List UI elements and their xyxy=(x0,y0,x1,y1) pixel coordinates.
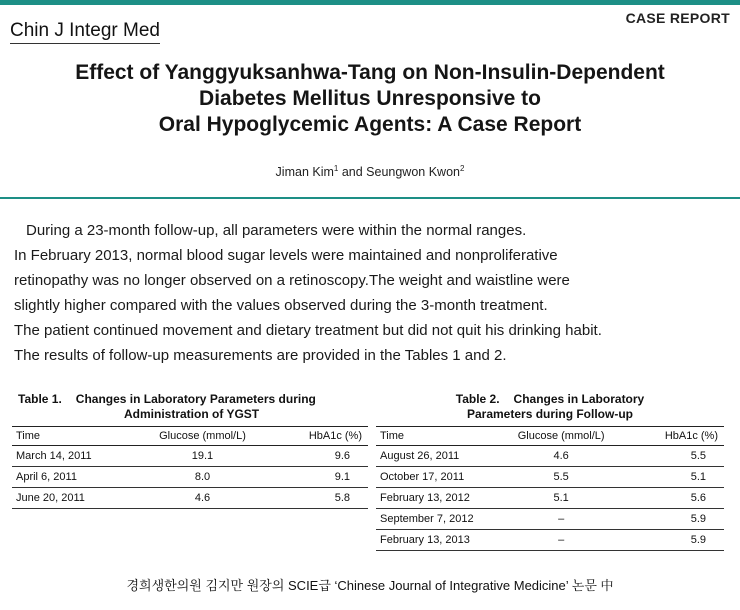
table-row xyxy=(12,467,368,488)
cell-hba1c: 5.5 xyxy=(621,446,724,467)
article-title xyxy=(20,60,720,138)
section-label: CASE REPORT xyxy=(625,10,730,26)
table-row xyxy=(376,530,724,551)
cell-hba1c: 5.9 xyxy=(621,509,724,530)
table-1-title-line: Administration of YGST xyxy=(124,407,260,421)
table-row xyxy=(376,446,724,467)
cell-hba1c: 5.1 xyxy=(621,467,724,488)
cell-time: October 17, 2011 xyxy=(376,467,501,488)
cell-time: June 20, 2011 xyxy=(12,488,136,509)
journal-name: Chin J Integr Med xyxy=(10,20,160,44)
table-row xyxy=(12,488,368,509)
table-2-caption: Table 2. xyxy=(455,392,500,406)
cell-hba1c: 9.1 xyxy=(269,467,368,488)
table-row xyxy=(376,467,724,488)
body-line: retinopathy was no longer observed on a retinoscopy.The weight and waistline were xyxy=(14,272,570,289)
table-header-row xyxy=(12,427,368,446)
table-header-row xyxy=(376,427,724,446)
table-1-grid xyxy=(12,426,368,509)
table-2-grid xyxy=(376,426,724,551)
table-2-title-line: Parameters during Follow-up xyxy=(466,407,634,421)
column-header-hba1c: HbA1c (%) xyxy=(664,430,718,442)
cell-hba1c: 9.6 xyxy=(269,446,368,467)
table-1-title xyxy=(12,392,368,426)
title-line: Diabetes Mellitus Unresponsive to xyxy=(199,87,541,110)
cell-time: August 26, 2011 xyxy=(376,446,501,467)
cell-hba1c: 5.6 xyxy=(621,488,724,509)
cell-glucose: 5.1 xyxy=(501,488,621,509)
table-1 xyxy=(12,392,368,509)
cell-time: February 13, 2013 xyxy=(376,530,501,551)
cell-glucose: 4.6 xyxy=(501,446,621,467)
body-line: slightly higher compared with the values observed during the 3-month treatment. xyxy=(14,297,548,314)
footer-caption: 경희생한의원 김지만 원장의 SCIE급 ‘Chinese Journal of Integrative Medicine’ 논문 中 xyxy=(126,578,614,593)
title-line: Oral Hypoglycemic Agents: A Case Report xyxy=(158,113,582,136)
cell-time: April 6, 2011 xyxy=(12,467,136,488)
author-name: Seungwon Kwon xyxy=(366,165,460,180)
author-affiliation: 2 xyxy=(459,164,465,173)
table-row xyxy=(376,488,724,509)
table-1-caption: Table 1. xyxy=(18,392,62,406)
author-conjunction: and xyxy=(338,165,367,180)
cell-hba1c: 5.8 xyxy=(269,488,368,509)
body-line: During a 23-month follow-up, all parameters were within the normal ranges. xyxy=(26,222,527,239)
cell-glucose: – xyxy=(501,530,621,551)
cell-hba1c: 5.9 xyxy=(621,530,724,551)
cell-time: September 7, 2012 xyxy=(376,509,501,530)
author-affiliation: 1 xyxy=(333,164,339,173)
cell-glucose: 8.0 xyxy=(136,467,270,488)
cell-time: February 13, 2012 xyxy=(376,488,501,509)
table-2-title xyxy=(376,392,724,426)
cell-glucose: 4.6 xyxy=(136,488,270,509)
column-header-time: Time xyxy=(380,430,405,442)
title-line: Effect of Yanggyuksanhwa-Tang on Non-Insulin-Dependent xyxy=(75,61,665,84)
cell-glucose: – xyxy=(501,509,621,530)
body-line: In February 2013, normal blood sugar levels were maintained and nonproliferative xyxy=(14,247,558,264)
table-row xyxy=(12,446,368,467)
top-accent-bar xyxy=(0,0,740,5)
table-1-title-line: Changes in Laboratory Parameters during xyxy=(75,392,316,406)
body-line: The results of follow-up measurements are provided in the Tables 1 and 2. xyxy=(14,347,507,364)
column-header-glucose: Glucose (mmol/L) xyxy=(159,430,246,442)
column-header-time: Time xyxy=(16,430,41,442)
author-line xyxy=(0,164,740,179)
body-text xyxy=(14,218,730,368)
table-row xyxy=(376,509,724,530)
column-header-glucose: Glucose (mmol/L) xyxy=(517,430,605,442)
body-line: The patient continued movement and dietary treatment but did not quit his drinking habit. xyxy=(14,322,602,339)
table-2-title-line: Changes in Laboratory xyxy=(513,392,645,406)
author-name: Jiman Kim xyxy=(275,165,334,180)
cell-glucose: 19.1 xyxy=(136,446,270,467)
column-header-hba1c: HbA1c (%) xyxy=(308,430,362,442)
cell-glucose: 5.5 xyxy=(501,467,621,488)
cell-time: March 14, 2011 xyxy=(12,446,136,467)
table-2 xyxy=(376,392,724,551)
header-divider xyxy=(0,197,740,199)
